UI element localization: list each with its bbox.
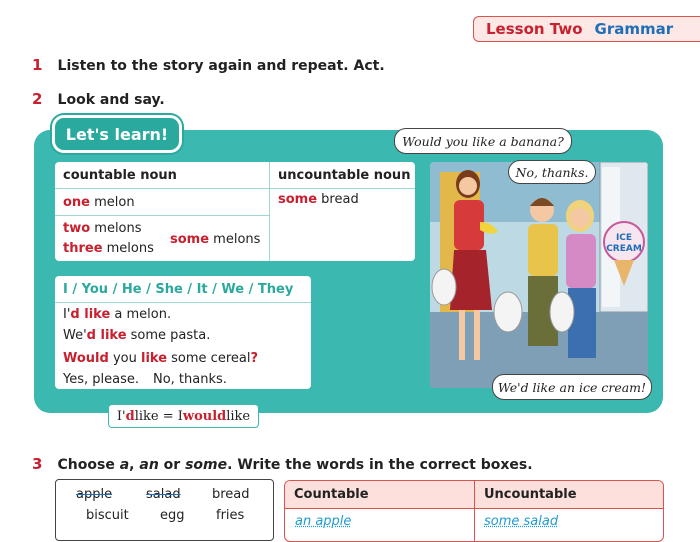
uncountable-column-header: Uncountable: [475, 481, 664, 508]
answer-uncountable: some salad: [484, 514, 559, 529]
table-divider: [55, 215, 269, 216]
grammar-box: [55, 276, 311, 389]
word-item: biscuit: [86, 508, 129, 523]
exercise-number: 1: [32, 56, 43, 74]
pronoun-list: I / You / He / She / It / We / They: [63, 282, 294, 297]
lesson-topic: Grammar: [594, 20, 674, 38]
countable-header: countable noun: [63, 167, 177, 183]
countable-column-header: Countable: [285, 481, 474, 508]
table-divider: [55, 188, 415, 189]
example-answers: Yes, please. No, thanks.: [63, 372, 227, 387]
exercise-1: [32, 55, 385, 74]
shop-sign-line2: CREAM: [606, 244, 642, 254]
word-item: apple: [76, 487, 113, 502]
shopping-scene-image: [430, 162, 648, 388]
speech-bubble-ice-cream: We'd like an ice cream!: [492, 374, 652, 400]
exercise-3: [32, 454, 533, 473]
word-item: salad: [146, 487, 181, 502]
exercise-instruction: Listen to the story again and repeat. Act.: [57, 58, 385, 74]
word-bank: [55, 479, 274, 541]
table-divider: [55, 302, 311, 303]
speech-bubble-question: Would you like a banana?: [394, 128, 572, 154]
shop-sign-line1: ICE: [615, 233, 633, 243]
exercise-instruction: Look and say.: [57, 92, 165, 108]
exercise-2: [32, 89, 165, 108]
word-item: egg: [160, 508, 185, 523]
countable-example-4: some melons: [170, 232, 261, 247]
table-divider: [285, 508, 663, 509]
word-item: fries: [216, 508, 245, 523]
example-question: Would you like some cereal?: [63, 351, 258, 366]
exercise-number: 2: [32, 90, 43, 108]
exercise-number: 3: [32, 455, 43, 473]
table-divider: [269, 162, 270, 261]
lesson-header: [473, 16, 700, 42]
countable-example-2: two melons: [63, 221, 142, 236]
exercise-instruction: Choose a, an or some. Write the words in the correct boxes.: [57, 457, 533, 473]
example-sentence-1: I'd like a melon.: [63, 307, 172, 322]
speech-bubble-reply: No, thanks.: [508, 160, 596, 184]
sorting-table: [284, 480, 664, 542]
answer-countable: an apple: [295, 514, 352, 529]
noun-table: [55, 162, 415, 261]
table-divider: [474, 481, 475, 541]
countable-example-1: one melon: [63, 195, 135, 210]
countable-example-3: three melons: [63, 241, 154, 256]
example-sentence-2: We'd like some pasta.: [63, 328, 211, 343]
learn-badge: Let's learn!: [52, 115, 182, 153]
word-item: bread: [212, 487, 250, 502]
uncountable-header: uncountable noun: [278, 167, 411, 183]
uncountable-example: some bread: [278, 192, 359, 207]
contraction-note: I' d like = I would like: [108, 404, 259, 428]
lesson-label: Lesson Two: [486, 20, 583, 38]
story-illustration: [430, 162, 648, 388]
